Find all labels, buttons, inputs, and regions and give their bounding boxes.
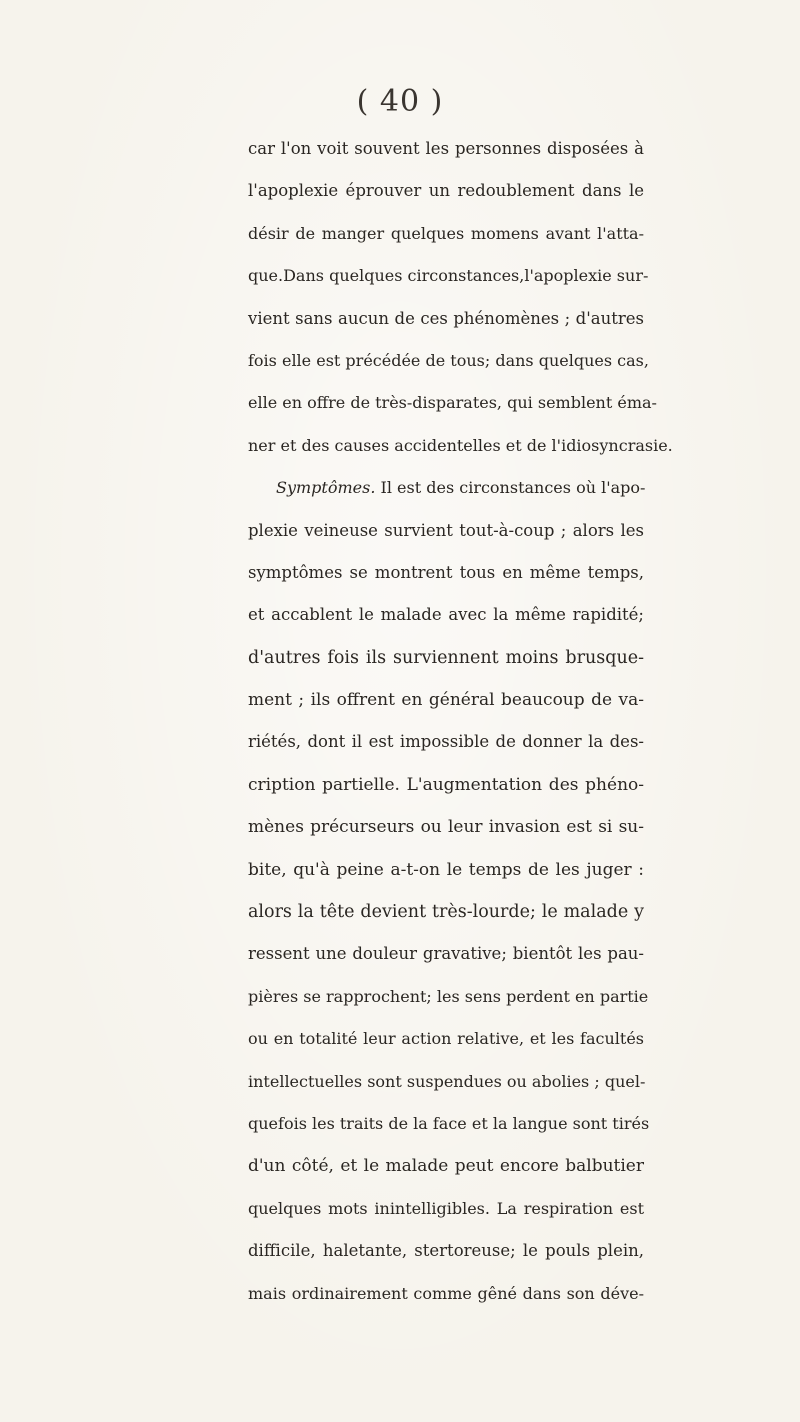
text-line-5: vient sans aucun de ces phénomènes ; d'autres [248,308,644,328]
text-line-27: difficile, haletante, stertoreuse; le pouls plein, [248,1241,644,1261]
text-line-8: ner et des causes accidentelles et de l'idiosyncrasie. [248,435,673,455]
text-line-15: riétés, dont il est impossible de donner la des- [248,732,644,752]
text-line-2: l'apoplexie éprouver un redoublement dans le [248,181,644,201]
text-line-7: elle en offre de très-disparates, qui semblent éma- [248,393,657,413]
text-line-9: Symptômes. Il est des circonstances où l'apo- [276,478,646,498]
page-number: ( 40 ) [356,84,444,119]
text-line-10: plexie veineuse survient tout-à-coup ; alors les [248,520,644,540]
text-line-12: et accablent le malade avec la même rapidité; [248,605,644,625]
text-line-24: quefois les traits de la face et la langue sont tirés [248,1113,650,1133]
section-heading: Symptômes. [276,478,376,498]
text-line-20: ressent une douleur gravative; bientôt les pau- [248,944,644,964]
text-line-1: car l'on voit souvent les personnes disposées à [248,139,644,158]
text-line-25: d'un côté, et le malade peut encore balbutier [248,1156,644,1177]
text-line-18: bite, qu'à peine a-t-on le temps de les juger : [248,859,644,880]
text-line-13: d'autres fois ils surviennent moins brusque- [248,647,644,668]
body-text [248,128,673,1315]
text-line-28: mais ordinairement comme gêné dans son déve- [248,1283,644,1303]
text-line-6: fois elle est précédée de tous; dans quelques cas, [248,350,649,370]
text-line-19: alors la tête devient très-lourde; le malade y [248,902,644,923]
text-line-4: que.Dans quelques circonstances,l'apoplexie sur- [248,266,649,286]
text-line-14: ment ; ils offrent en général beaucoup de va- [248,690,644,711]
text-line-22: ou en totalité leur action relative, et les facultés [248,1029,644,1049]
text-line-26: quelques mots inintelligibles. La respiration est [248,1198,644,1218]
text-line-23: intellectuelles sont suspendues ou abolies ; quel- [248,1071,646,1091]
text-line-21: pières se rapprochent; les sens perdent en partie [248,986,649,1006]
text-line-16: cription partielle. L'augmentation des phéno- [248,774,644,795]
text-line-11: symptômes se montrent tous en même temps, [248,562,644,582]
text-line-3: désir de manger quelques momens avant l'atta- [248,223,644,243]
text-line-17: mènes précurseurs ou leur invasion est si su- [248,817,644,838]
